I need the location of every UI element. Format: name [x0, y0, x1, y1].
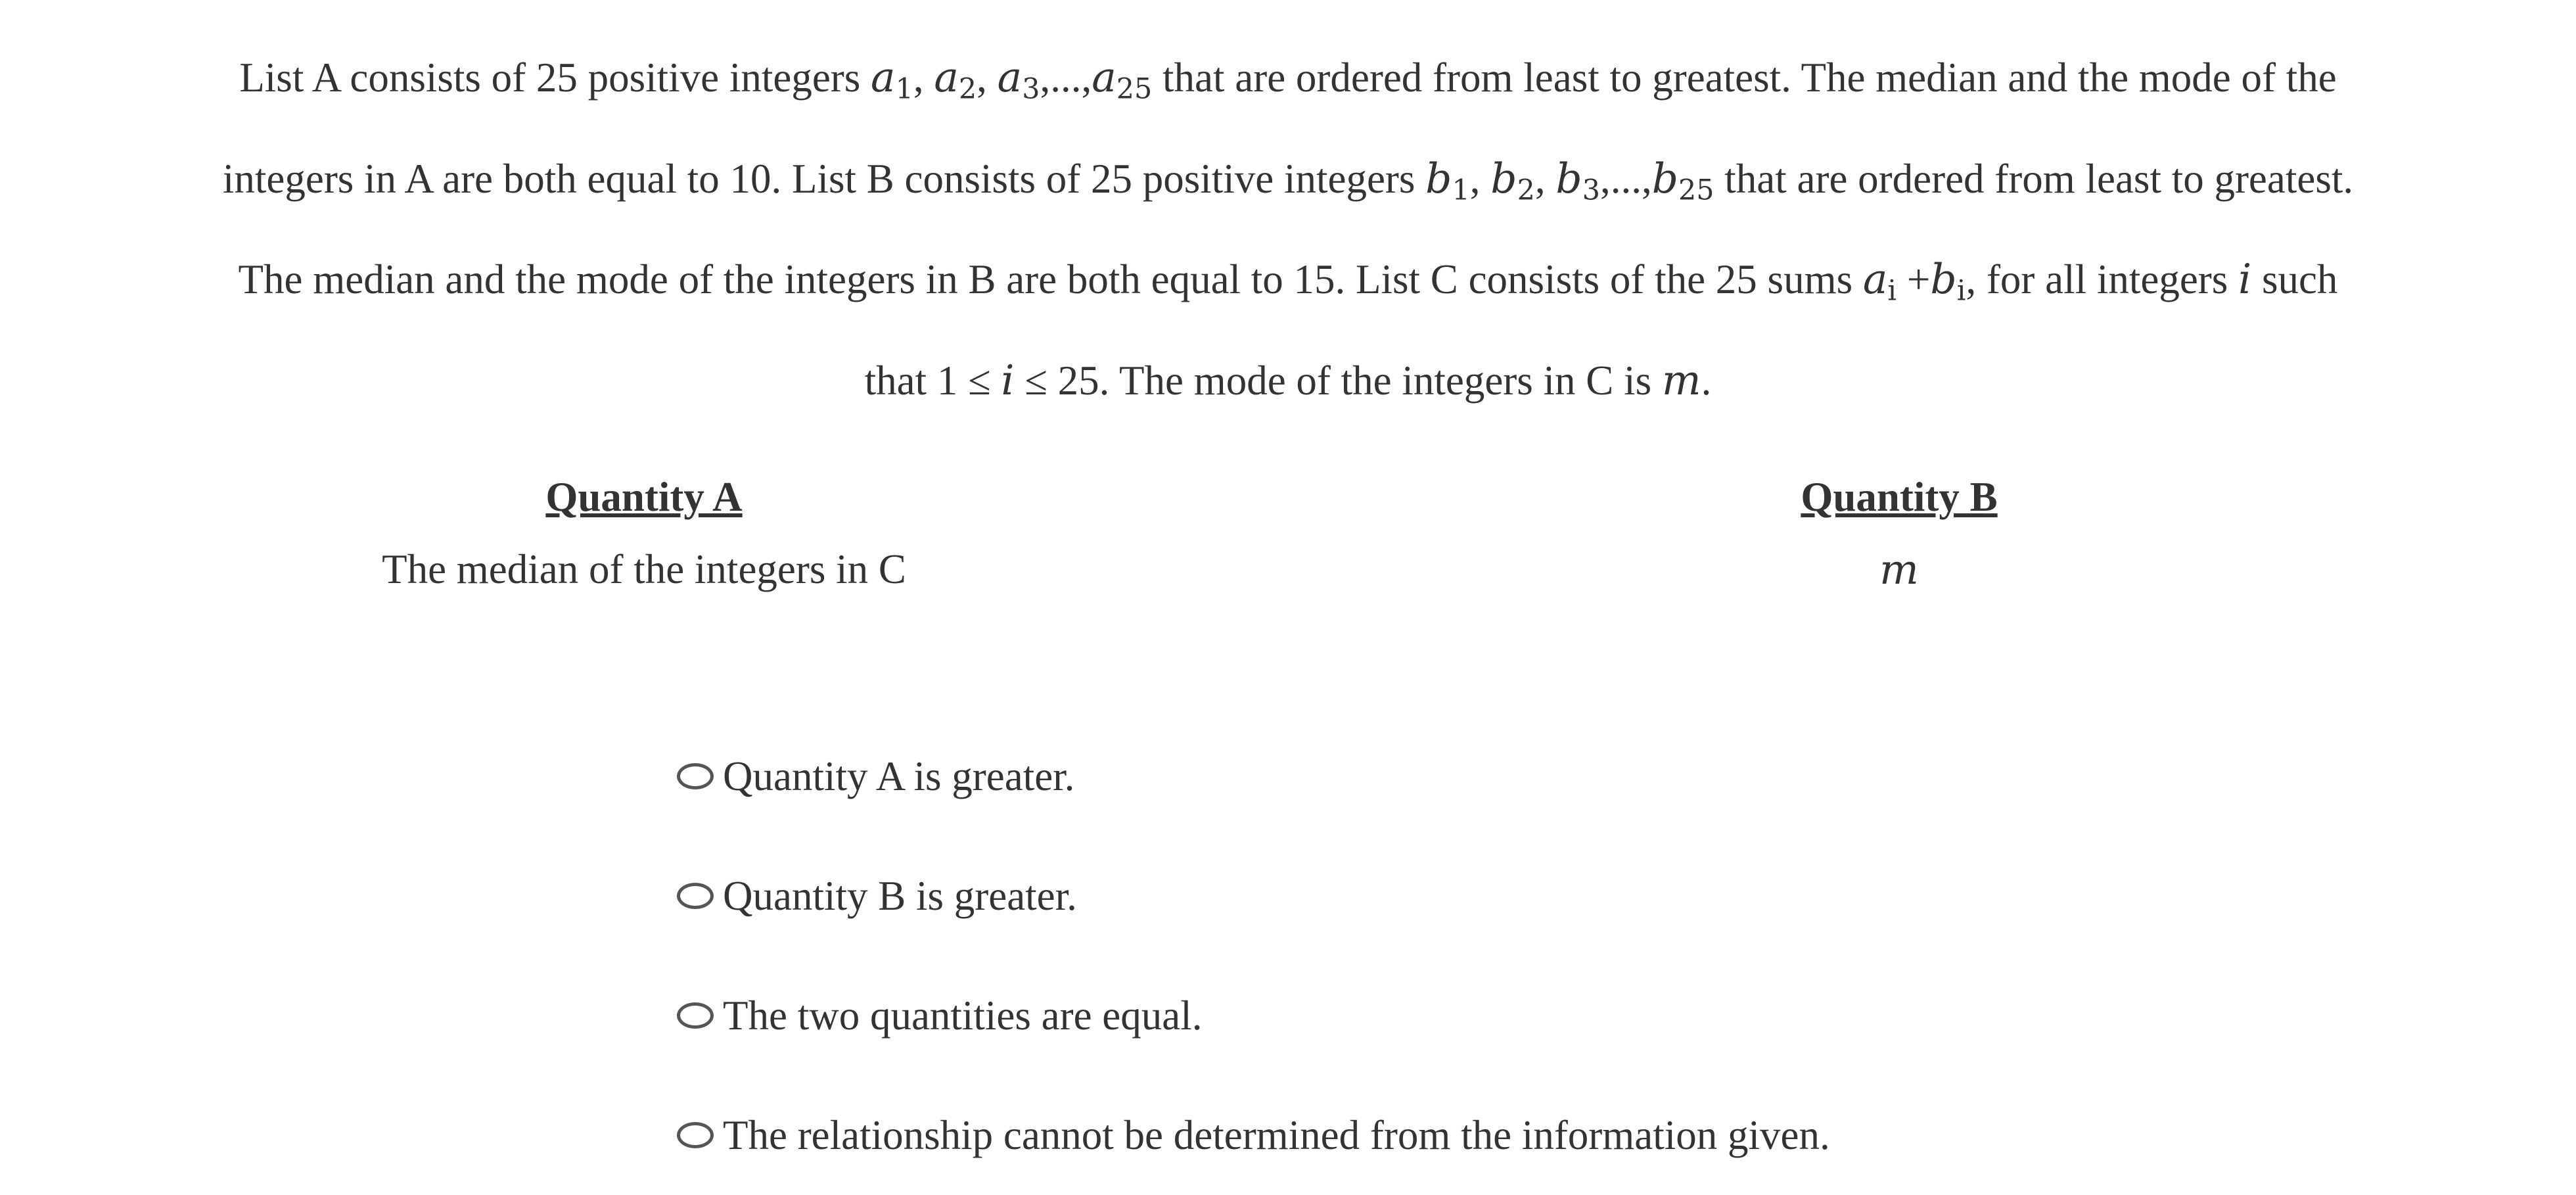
stem-text: List A consists of 25 positive integers	[239, 55, 871, 101]
radio-button-icon[interactable]	[677, 763, 714, 789]
answer-choice-a[interactable]	[677, 716, 1830, 836]
answer-choice-b[interactable]	[677, 836, 1830, 956]
stem-text: integers in A are both equal to 10. List B consists of 25 positive integers	[222, 155, 1426, 202]
subscript: 25	[1678, 174, 1714, 207]
subscript: 3	[1582, 174, 1600, 207]
stem-text: that are ordered from least to greatest.	[1714, 155, 2354, 202]
choice-label: The two quantities are equal.	[723, 992, 1203, 1039]
math-var-b: b	[1651, 154, 1679, 202]
answer-choices	[677, 716, 1830, 1195]
subscript: 2	[1517, 174, 1535, 207]
math-var-i: i	[1001, 356, 1015, 405]
choice-label: Quantity B is greater.	[723, 872, 1077, 919]
stem-text: , for all integers	[1966, 256, 2239, 303]
stem-line-3	[151, 235, 2425, 336]
stem-text: that 1 ≤	[864, 358, 1001, 404]
math-var-a: a	[1862, 255, 1888, 304]
stem-text: ,	[1534, 155, 1556, 202]
math-var-m: m	[1661, 356, 1701, 405]
math-var-a: a	[871, 53, 896, 101]
subscript: 3	[1022, 72, 1040, 106]
subscript-i: i	[1887, 275, 1897, 308]
math-var-b: b	[1490, 154, 1517, 202]
subscript: 2	[958, 72, 977, 106]
stem-text: +	[1897, 256, 1931, 303]
answer-choice-d[interactable]	[677, 1075, 1830, 1195]
stem-text: ,...,	[1040, 55, 1092, 101]
quantity-b-value: m	[1879, 546, 1919, 594]
subscript: 1	[1452, 174, 1470, 207]
quantity-b-header: Quantity B	[1801, 474, 1998, 520]
math-var-a: a	[997, 53, 1023, 101]
stem-text: that are ordered from least to greatest. The median and the mode of the	[1152, 55, 2337, 101]
radio-button-icon[interactable]	[677, 883, 714, 909]
answer-choice-c[interactable]	[677, 956, 1830, 1075]
math-var-b: b	[1930, 255, 1957, 304]
subscript: 25	[1116, 72, 1153, 106]
stem-line-2	[151, 134, 2425, 235]
choice-label: The relationship cannot be determined from the information given.	[723, 1112, 1830, 1158]
stem-line-1	[151, 33, 2425, 134]
stem-text: ,	[977, 55, 998, 101]
stem-text: ,	[913, 55, 934, 101]
stem-text: The median and the mode of the integers in B are both equal to 15. List C consists of the 25 sums	[238, 256, 1863, 303]
stem-text: ,	[1469, 155, 1491, 202]
choice-label: Quantity A is greater.	[723, 753, 1075, 799]
math-var-b: b	[1555, 154, 1582, 202]
subscript: 1	[895, 72, 913, 106]
quantity-a-value: The median of the integers in C	[382, 546, 906, 592]
radio-button-icon[interactable]	[677, 1122, 714, 1148]
stem-text: such	[2251, 256, 2338, 303]
math-var-a: a	[934, 53, 959, 101]
math-var-a: a	[1092, 53, 1116, 101]
stem-line-4	[151, 336, 2425, 425]
math-var-i: i	[2238, 255, 2252, 304]
stem-text: .	[1701, 358, 1712, 404]
quantity-a-header: Quantity A	[545, 474, 743, 520]
radio-button-icon[interactable]	[677, 1002, 714, 1029]
stem-text: ,...,	[1599, 155, 1652, 202]
stem-text: ≤ 25. The mode of the integers in C is	[1014, 358, 1662, 404]
math-var-b: b	[1425, 154, 1452, 202]
subscript-i: i	[1956, 275, 1966, 308]
question-stem	[151, 33, 2425, 425]
